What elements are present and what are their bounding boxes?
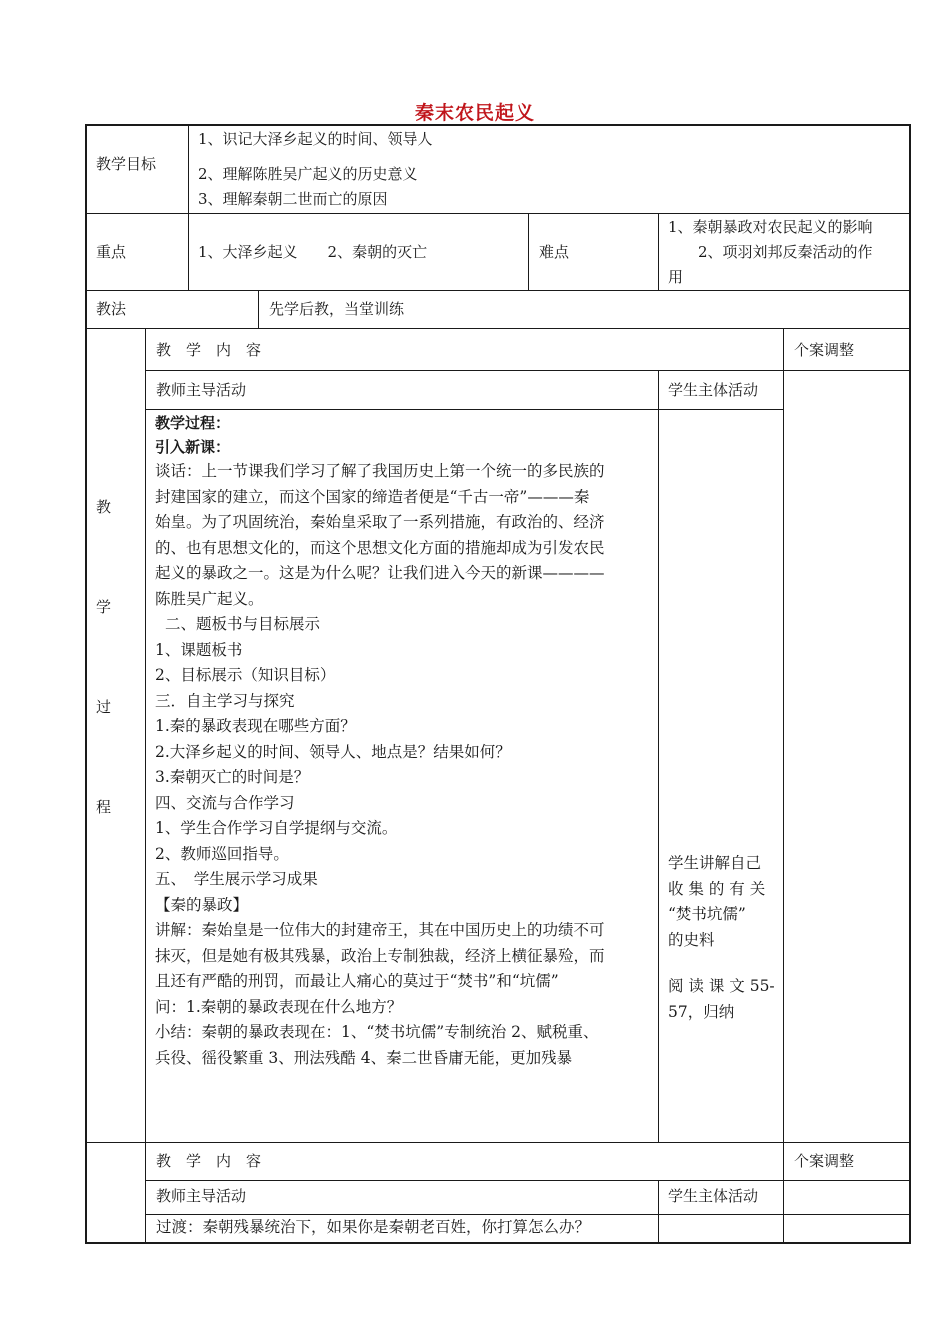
student-activity-b	[668, 974, 780, 1025]
adjust-header: 个案调整	[794, 341, 855, 359]
student-line: “焚书坑儒”	[668, 905, 746, 923]
student-header: 学生主体活动	[668, 381, 759, 399]
student-line: 学生讲解自己	[668, 854, 762, 872]
body-line: 封建国家的建立，而这个国家的缔造者便是“千古一帝”———秦	[155, 487, 590, 506]
teacher-header: 教师主导活动	[156, 381, 247, 399]
body-line: 【秦的暴政】	[155, 895, 249, 914]
student-line: 阅 读 课 文 55-	[668, 977, 775, 995]
difficulty-line: 2、项羽刘邦反秦活动的作	[668, 243, 873, 261]
rule	[85, 290, 911, 291]
transition-text: 过渡：秦朝残暴统治下，如果你是秦朝老百姓，你打算怎么办？	[156, 1218, 591, 1236]
key-points-label: 重点	[96, 243, 127, 261]
student-activity-a	[668, 851, 780, 953]
process-side-char: 程	[96, 798, 112, 816]
process-side-char: 学	[96, 598, 112, 616]
rule	[145, 409, 783, 410]
content-header: 教 学 内 容	[156, 1152, 262, 1170]
process-side-char: 过	[96, 698, 112, 716]
rule	[85, 124, 87, 1244]
student-line: 57，归纳	[668, 1002, 735, 1021]
body-line: 兵役、徭役繁重 3、刑法残酷 4、秦二世昏庸无能，更加残暴	[155, 1048, 573, 1067]
body-line: 的、也有思想文化的，而这个思想文化方面的措施却成为引发农民	[155, 538, 605, 557]
body-line: 陈胜吴广起义。	[155, 589, 264, 608]
body-line: 始皇。为了巩固统治，秦始皇采取了一系列措施，有政治的、经济	[155, 513, 605, 531]
student-header: 学生主体活动	[668, 1187, 759, 1205]
rule	[145, 328, 146, 1243]
body-line: 且还有严酷的刑罚，而最让人痛心的莫过于“焚书”和“坑儒”	[155, 972, 559, 990]
process-side-char: 教	[96, 498, 112, 516]
rule	[145, 1180, 911, 1181]
rule	[85, 328, 911, 329]
difficulty-label: 难点	[539, 243, 570, 261]
objectives-label: 教学目标	[96, 155, 157, 173]
rule	[85, 1242, 911, 1244]
body-line: 抹灭，但是她有极其残暴，政治上专制独裁，经济上横征暴殓，而	[155, 946, 605, 965]
section-heading: 教学过程：	[155, 414, 231, 432]
teacher-header: 教师主导活动	[156, 1187, 247, 1205]
body-line: 3.秦朝灭亡的时间是？	[155, 768, 310, 786]
rule	[145, 1214, 911, 1215]
body-line: 2、目标展示（知识目标）	[155, 666, 336, 684]
objective-item: 2、理解陈胜吴广起义的历史意义	[198, 165, 418, 183]
body-line: 二、题板书与目标展示	[165, 615, 321, 633]
difficulty-line: 用	[668, 268, 684, 286]
rule	[85, 1142, 911, 1143]
body-line: 四、交流与合作学习	[155, 793, 295, 812]
body-line: 1.秦的暴政表现在哪些方面？	[155, 717, 356, 735]
rule	[528, 213, 529, 290]
key-points-text: 1、大泽乡起义 2、秦朝的灭亡	[198, 243, 428, 261]
page-title: 秦末农民起义	[414, 102, 535, 124]
objective-item: 1、识记大泽乡起义的时间、领导人	[198, 130, 433, 148]
body-line: 问：1.秦朝的暴政表现在什么地方？	[155, 997, 403, 1016]
rule	[85, 124, 911, 126]
student-line: 的史料	[668, 930, 715, 949]
body-line: 小结：秦朝的暴政表现在：1、“焚书坑儒”专制统治 2、赋税重、	[155, 1023, 599, 1041]
method-text: 先学后教，当堂训练	[269, 300, 405, 318]
body-line: 2.大泽乡起义的时间、领导人、地点是？结果如何？	[155, 742, 511, 761]
body-line: 三．自主学习与探究	[155, 691, 295, 710]
body-line: 起义的暴政之一。这是为什么呢？让我们进入今天的新课————	[155, 564, 605, 582]
rule	[145, 370, 911, 371]
rule	[188, 124, 189, 290]
body-line: 讲解：秦始皇是一位伟大的封建帝王，其在中国历史上的功绩不可	[155, 921, 605, 939]
teacher-activity-content	[155, 411, 655, 1071]
method-label: 教法	[96, 300, 127, 318]
rule	[258, 290, 259, 328]
rule	[658, 1180, 659, 1243]
content-header: 教 学 内 容	[156, 341, 262, 359]
section-heading: 引入新课：	[155, 438, 231, 456]
student-line: 收 集 的 有 关	[668, 879, 766, 898]
body-line: 1、学生合作学习自学提纲与交流。	[155, 819, 398, 837]
body-line: 2、教师巡回指导。	[155, 844, 289, 863]
difficulty-line: 1、秦朝暴政对农民起义的影响	[668, 218, 873, 236]
rule	[658, 213, 659, 290]
body-line: 谈话：上一节课我们学习了解了我国历史上第一个统一的多民族的	[155, 462, 605, 480]
body-line: 五、 学生展示学习成果	[155, 870, 318, 888]
rule	[909, 124, 911, 1244]
rule	[658, 370, 659, 1142]
adjust-header: 个案调整	[794, 1152, 855, 1170]
rule	[85, 213, 911, 214]
body-line: 1、课题板书	[155, 640, 243, 659]
objective-item: 3、理解秦朝二世而亡的原因	[198, 190, 388, 208]
rule	[783, 328, 784, 1243]
